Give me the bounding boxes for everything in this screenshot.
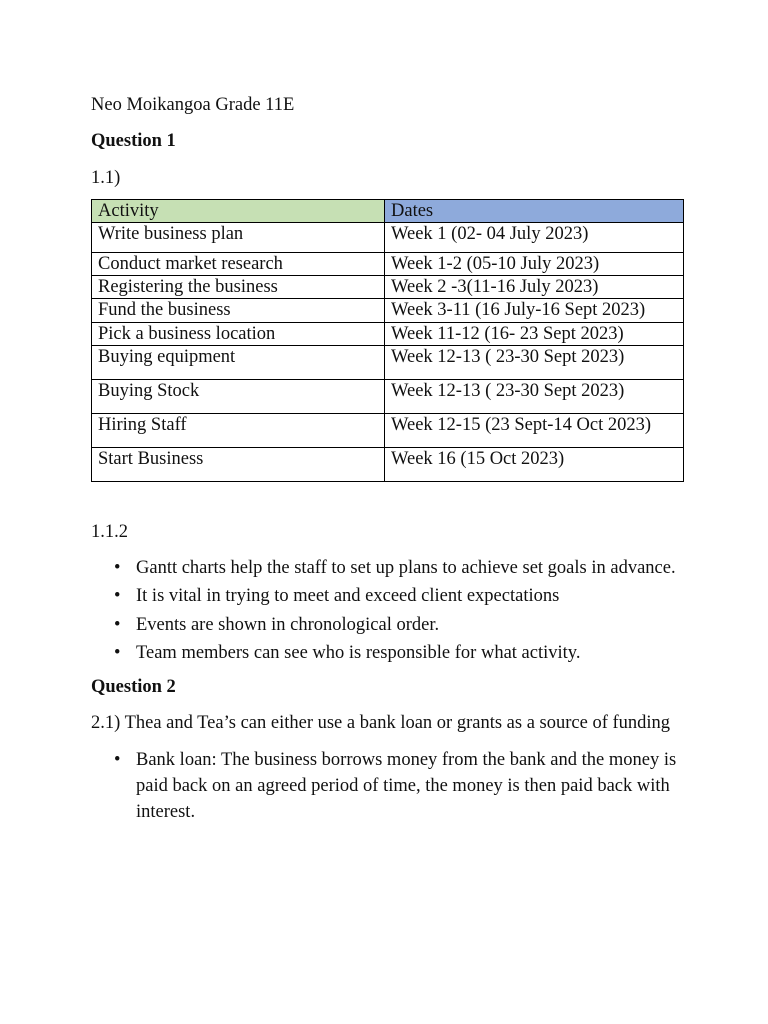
question-2-1-text: 2.1) Thea and Tea’s can either use a bank loan or grants as a source of funding: [91, 713, 671, 734]
question-2-1-bullet-list: [91, 747, 691, 826]
list-item: [114, 747, 691, 826]
bullet-icon: •: [114, 614, 121, 635]
table-row: [92, 322, 684, 345]
activity-cell: Fund the business: [92, 299, 385, 322]
question-1-1-2-bullet-list: [91, 555, 691, 666]
activity-cell: Hiring Staff: [92, 413, 385, 447]
table-row: [92, 345, 684, 379]
document-page: [91, 92, 691, 827]
table-header-dates: Dates: [385, 199, 684, 222]
table-row: [92, 413, 684, 447]
dates-cell: Week 12-15 (23 Sept-14 Oct 2023): [385, 413, 684, 447]
bullet-icon: •: [114, 749, 121, 770]
activity-cell: Start Business: [92, 447, 385, 481]
list-item: [114, 555, 691, 581]
activity-cell: Write business plan: [92, 222, 385, 252]
list-item: [114, 583, 691, 609]
bullet-icon: •: [114, 642, 121, 663]
table-row: [92, 252, 684, 275]
table-row: [92, 299, 684, 322]
dates-cell: Week 12-13 ( 23-30 Sept 2023): [385, 345, 684, 379]
dates-cell: Week 1-2 (05-10 July 2023): [385, 252, 684, 275]
table-header-activity: Activity: [92, 199, 385, 222]
table-row: [92, 222, 684, 252]
activity-cell: Conduct market research: [92, 252, 385, 275]
activity-cell: Registering the business: [92, 276, 385, 299]
table-row: [92, 276, 684, 299]
dates-cell: Week 2 -3(11-16 July 2023): [385, 276, 684, 299]
dates-cell: Week 1 (02- 04 July 2023): [385, 222, 684, 252]
list-item-text: Team members can see who is responsible for what activity.: [136, 642, 581, 663]
dates-cell: Week 11-12 (16- 23 Sept 2023): [385, 322, 684, 345]
question-1-1-2-label: 1.1.2: [91, 521, 128, 542]
bullet-icon: •: [114, 558, 121, 578]
list-item-text: Bank loan: The business borrows money from the bank and the money is paid back on an agreed period of time, the money is then paid back with interest.: [136, 749, 677, 823]
question-2-heading: Question 2: [91, 677, 176, 698]
activity-cell: Buying Stock: [92, 379, 385, 413]
section-spacer: [91, 482, 691, 519]
table-header-row: [92, 199, 684, 222]
dates-cell: Week 3-11 (16 July-16 Sept 2023): [385, 299, 684, 322]
list-item: [114, 640, 691, 666]
table-row: [92, 379, 684, 413]
dates-cell: Week 12-13 ( 23-30 Sept 2023): [385, 379, 684, 413]
activity-cell: Buying equipment: [92, 345, 385, 379]
author-line: Neo Moikangoa Grade 11E: [91, 95, 295, 115]
question-1-1-label: 1.1): [91, 167, 121, 188]
activity-cell: Pick a business location: [92, 322, 385, 345]
activity-schedule-table: [91, 199, 684, 482]
table-row: [92, 447, 684, 481]
list-item: [114, 612, 691, 638]
question-1-heading: Question 1: [91, 131, 176, 152]
list-item-text: Gantt charts help the staff to set up plans to achieve set goals in advance.: [136, 558, 676, 578]
bullet-icon: •: [114, 586, 121, 607]
dates-cell: Week 16 (15 Oct 2023): [385, 447, 684, 481]
list-item-text: It is vital in trying to meet and exceed client expectations: [136, 586, 560, 607]
list-item-text: Events are shown in chronological order.: [136, 614, 440, 635]
